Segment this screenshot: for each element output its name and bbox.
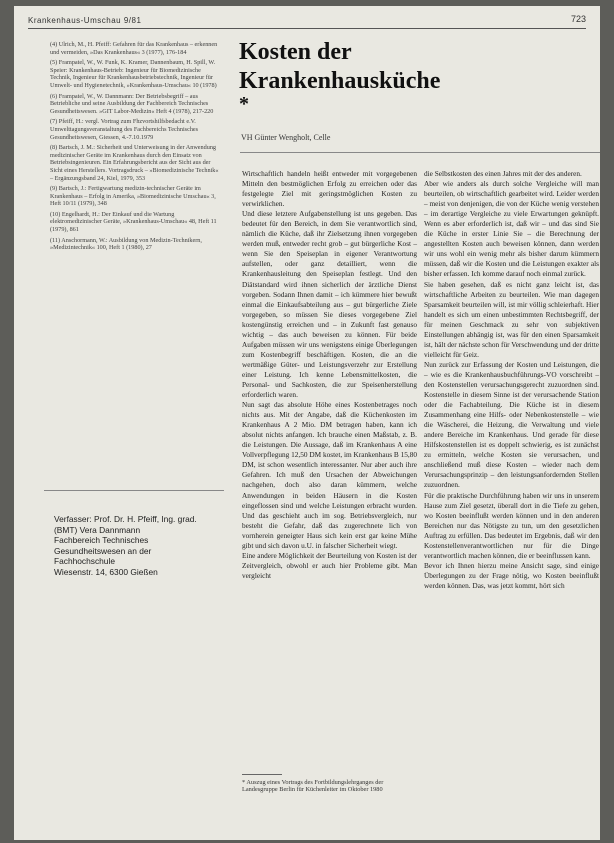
reference-list — [50, 41, 220, 255]
paragraph: die Selbstkosten des einen Jahres mit der des anderen. — [424, 169, 582, 178]
title-line: Krankenhausküche — [239, 68, 441, 94]
article-column — [242, 169, 417, 581]
journal-title: Krankenhaus-Umschau 9/81 — [28, 16, 142, 25]
reference-item: (10) Engelhardt, H.: Der Einkauf und die Wartung elektromedizinischer Geräte, »Krankenhaus-Umschau« 48, Heft 11 (1979), 861 — [50, 210, 217, 234]
reference-item: (8) Bartsch, J. M.: Sicherheit und Unterweisung in der Anwendung medizinischer Geräte im Krankenhaus durch den Einsatz von Betriebsingenieuren. Ein Erfahrungsbericht aus der Sicht aus der Sicht eines Herstellers. Vortragsdruck – »Biomedizinische Technik« – Ergänzungsband 24, Kiel, 1979, 353 — [50, 144, 219, 182]
title-footnote-mark: * — [239, 93, 249, 115]
reference-item: (11) Anschormann, W.: Ausbildung von Medizin-Technikern, »Medizintechnik« 100, Heft 1 (1980), 27 — [50, 236, 202, 252]
reference-item: (4) Ulrich, M., H. Pfeiff: Gefahren für das Krankenhaus – erkennen und vermeiden, »Das Krankenhaus« 3 (1977), 176-184 — [50, 41, 218, 56]
reference-item: (6) Frampatel, W., W. Dannmann: Der Betriebsbegriff – aus Betriebliche und seine Ausbildung der Fachbereich Technisches Gesundheitswesen. »GIT Labor-Medizin« Heft 4 (1978), 217-220 — [50, 92, 214, 115]
article-author: VH Günter Wengholt, Celle — [241, 133, 331, 142]
paragraph: Aber wie anders als durch solche Vergleiche will man beurteilen, ob wirtschaftlich gearbeitet wird. Leider werden – meist von denjenigen, die von der Küche wenig verstehen – im derartige Vergleiche zu viele Erwartungen geknüpft. Wenn es aber erforderlich ist, daß wir – und das sind Sie die Küche in erster Linie Sie – die Berechnung der angestellten Kosten auch beweisen können, dann werden wir uns wohl ein wenig mehr als bisher darum kümmern müssen, daß wir die Kosten und die Leistungen exakter als bisher erfassen. Ich komme darauf noch einmal zurück. — [424, 179, 599, 279]
reference-item: (9) Bartsch, J.: Fertigwartung medizin-technischer Geräte im Krankenhaus – Erfolg in Amerika, »Biomedizinische Umschau« 3, Heft 10/11 (1979), 348 — [50, 185, 216, 208]
address-line: (BMT) Vera Dannmann — [54, 524, 141, 535]
paragraph: Bevor ich Ihnen hierzu meine Ansicht sage, sind einige Überlegungen zu der Frage nötig, wo Kosten beeinflußt werden können. Das, was jetzt kommt, hört sich — [424, 560, 599, 590]
address-line: Wiesenstr. 14, 6300 Gießen — [54, 566, 158, 577]
divider — [44, 490, 224, 491]
article-title — [239, 38, 439, 96]
article-column — [424, 169, 599, 591]
footnote: * Auszug eines Vortrags des Fortbildungslehrganges der Landesgruppe Berlin für Küchenleiter im Oktober 1980 — [242, 779, 384, 794]
document-page — [14, 6, 600, 840]
reference-item: (5) Frampatel, W., W. Funk, K. Kramer, Dannenbaum, H. Spill, W. Speier: Krankenhaus-Betrieb: Ingenieur für Biomedizinische Technik, Ingenieur für Krankenhausbetriebstechnik, Ingenieur für Umwelt- und Hygienetechnik, »Krankenhaus-Umschau« 10 (1978) — [50, 59, 217, 89]
address-line: Fachbereich Technisches Gesundheitswesen an der Fachhochschule — [54, 535, 152, 567]
page-number: 723 — [570, 14, 586, 24]
paragraph: Für die praktische Durchführung haben wir uns in unserem Hause zum Ziel gesetzt, überall dort in die Tiefe zu gehen, wo Kosten beeinflußt werden können und in den anderen Bereichen nur das Nötigste zu tun, um den gesetzlichen Auftrag zu erfüllen. Das bedeutet im Ergebnis, daß wir den Kostenstellenverantwortlichen nur für die Dinge verantwortlich machen können, die er beeinflussen kann. — [424, 490, 599, 560]
paragraph: Nun zurück zur Erfassung der Kosten und Leistungen, die – wie es die Krankenhausbuchführungs-VO vorschreibt – den Kostenstellen verursachungsgerecht zuzuordnen sind. Kostenstelle in diesem Sinne ist der verursachende Station oder die Fachabteilung. Die Küche ist in diesem Zusammenhang eine Hilfs- oder Nebenkostenstelle – wie die Wäscherei, die Heizung, die Verwaltung und viele andere Bereiche im Krankenhaus. Und gerade für diese Hilfskostenstellen ist es doppelt schwierig, es ist zunächst zu ermitteln, welche Kosten sie verursachen, und anschließend muß diese Kosten – wieder nach dem Verursachungsprinzip – den leistungsanfordernden Stellen zuzuordnen. — [424, 359, 599, 490]
article-title-block — [239, 38, 441, 115]
header-rule — [28, 28, 586, 29]
footnote-rule — [242, 774, 282, 775]
title-line: Kosten der — [239, 39, 352, 65]
title-divider — [240, 152, 600, 153]
author-address — [54, 514, 214, 578]
paragraph: Nun sagt das absolute Höhe eines Kostenbetrages noch nichts aus. Mit der Angabe, daß die Küchenkosten im Krankenhaus A 2 Mio. DM betragen haben, kann ich absolut nichts anfangen. Ich brauche einen Maßstab, z. B. die Leistungen. Die Aussage, daß im Krankenhaus A eine Vollverpflegung 12,50 DM kostet, im Krankenhaus B 15,80 DM, ist schon wesentlich interessanter. Nur aber auch ihre Gefahren. Ich muß den Ursachen der Abweichungen nachgehen, doch also daran kümmern, welche Anwendungen in beiden Häusern in die Kosten eingeflossen sind und welche Leistungen erbracht wurden. Und das geschieht auch im sog. Betriebsvergleich, nur besteht die Gefahr, daß das zugerechnete lich von vornherein geneigter Haus sich kein erst gar keine Mühe gibt und sich davon u.U. in falscher Sicherheit wiegt. — [242, 400, 417, 550]
paragraph: Wirtschaftlich handeln heißt entweder mit vorgegebenen Mitteln den bestmöglichen Erfolg zu erreichen oder das festgelegte Ziel mit geringstmöglichen Kosten zu verwirklichen. — [242, 169, 417, 209]
paragraph: Und diese letztere Aufgabenstellung ist uns gegeben. Das bedeutet für den Bereich, in dem Sie verantwortlich sind, nämlich die Küche, daß ihr Zielsetzung ihnen vorgegeben werden muß, entweder recht grob – gut bürgerliche Kost – wenn Sie den Speiseplan in eigener Verantwortung aufstellen, oder ganz detailliert, wenn die Krankenhausleitung den Speiseplan festlegt. Und den Diätstandard wird ihnen sicherlich der ärztliche Dienst vorgeben. Sodann Ihnen damit – ich kümmere hier bewußt einmal die Einkaufsabteilung aus – gut bürgerliche Ziele vorgegeben, so müssen Sie dieses vorgegebene Ziel kostengünstig erreichen und – in Zukunft fast genauso wichtig – das auch beweisen zu können. Für beide Aufgaben müssen wir uns wenigstens einige Überlegungen zum Kostenbegriff beschäftigen. Kosten, die an die wertmäßige Güter- und Leistungsverzehr zur Erstellung einer Leistung. Ich kenne Lebensmittelkosten, die Personal- und Sachkosten, die zur Speisenherstellung erforderlich waren. — [242, 209, 417, 400]
paragraph: Eine andere Möglichkeit der Beurteilung von Kosten ist der Zeitvergleich, obwohl er auch hier Probleme gibt. Man vergleicht — [242, 550, 417, 580]
paragraph: Sie haben gesehen, daß es nicht ganz leicht ist, das wirtschaftliche Arbeiten zu beurteilen. Wie man dagegen Sparsamkeit beurteilen will, ist mir völlig schleierhaft. Hier handelt es sich um einen unbestimmten Rechtsbegriff, der für meinen Geschmack zu sehr von subjektiven Einstellungen abhängig ist, was für den einen Sparsamkeit ist, hält der nächste schon für Verschwendung und der dritte vielleicht für Geiz. — [424, 279, 599, 359]
reference-item: (7) Pfeiff, H.: vergl. Vortrag zum Fhzvortshilfsbedacht e.V. Umwelttagungsveranstaltung des Fachbereichs Technisches Gesundheitswesen, Giessen, 4.-7.10.1979 — [50, 118, 199, 141]
running-header — [28, 12, 586, 26]
address-line: Verfasser: Prof. Dr. H. Pfeiff, Ing. grad. — [54, 514, 197, 524]
